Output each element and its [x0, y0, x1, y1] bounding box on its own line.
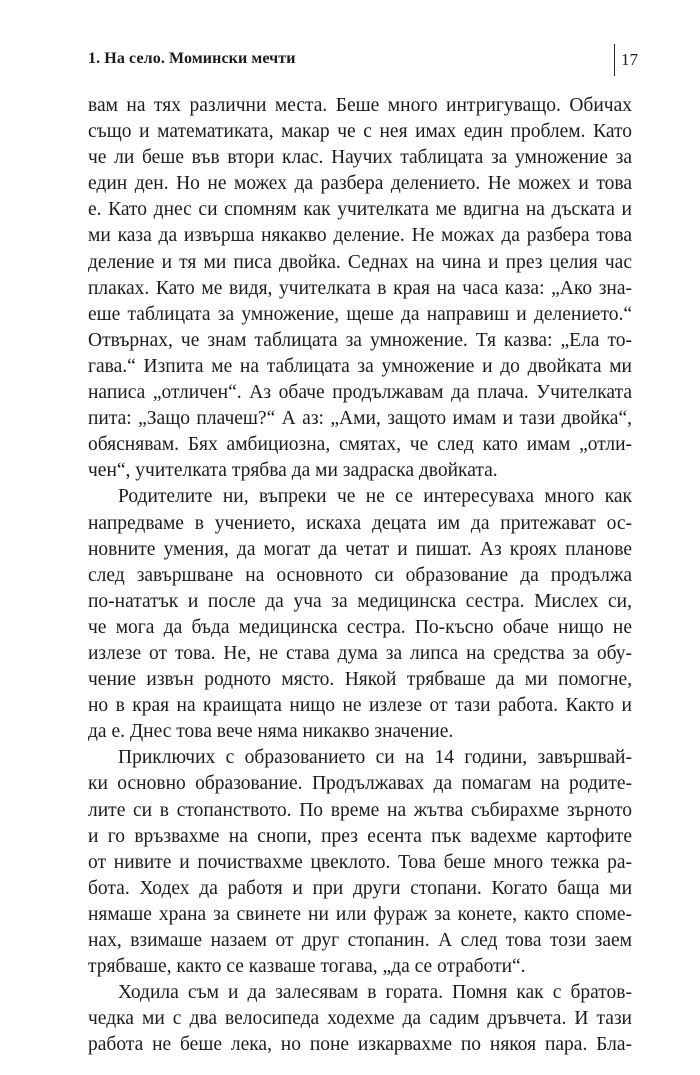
text-line: Отвърнах, че знам таблицата за умножение. Тя казва: „Ела то- — [88, 329, 632, 351]
running-head — [88, 44, 638, 78]
page-number: 17 — [621, 50, 638, 69]
text-line: и го връзвахме на снопи, през есента пък вадехме картофите — [88, 825, 632, 847]
text-line: напредваме в учението, искаха децата им да притежават ос- — [88, 512, 632, 534]
text-line: трябваше, както се казваше тогава, „да се отработи“. — [88, 956, 526, 978]
text-line: чедка ми с два велосипеда ходехме да садим дръвчета. И тази — [88, 1008, 632, 1030]
text-line: нах, взимаше назаем от друг стопанин. А след това този заем — [88, 930, 632, 951]
text-line: но в края на краищата нищо не излезе от тази работа. Както и — [88, 695, 632, 717]
text-line: плаках. Като ме видя, учителката в края на часа каза: „Ако зна- — [88, 277, 632, 299]
text-line: ми каза да извърша някакво деление. Не можах да разбера това — [88, 225, 632, 247]
text-line: че мога да бъда медицинска сестра. По-късно обаче нищо не — [88, 616, 632, 638]
text-line: Родителите ни, въпреки че не се интересуваха много как — [118, 486, 632, 508]
text-line: еше таблицата за умножение, щеше да направиш и делението.“ — [88, 303, 632, 325]
text-line: гава.“ Изпита ме на таблицата за умножение и до двойката ми — [88, 355, 632, 377]
text-line: написа „отличен“. Аз обаче продължавам да плача. Учителката — [88, 382, 632, 404]
text-line: чение извън родното място. Някой трябваше да ми помогне, — [88, 669, 632, 691]
header-divider — [614, 44, 615, 76]
text-line: пита: „Защо плачеш?“ А аз: „Ами, защото имам и тази двойка“, — [88, 408, 632, 430]
text-line: новните умения, да могат да четат и пишат. Аз кроях планове — [88, 538, 632, 560]
text-line: един ден. Но не можех да разбера делението. Не можех и това — [88, 173, 632, 195]
text-line: ки основно образование. Продължавах да помагам на родите- — [88, 773, 632, 795]
text-line: от нивите и почиствахме цвеклото. Това беше много тежка ра- — [88, 851, 632, 873]
text-line: нямаше храна за свинете ни или фураж за конете, както спомe- — [88, 903, 632, 925]
text-line: Приключих с образованието си на 14 години, завършвай- — [118, 747, 632, 769]
text-line: бота. Ходех да работя и при други стопани. Когато баща ми — [88, 877, 632, 899]
text-line: работа не беше лека, но поне изкарвахме по някоя пара. Бла- — [88, 1034, 632, 1056]
text-line: също и математиката, макар че с нея имах един проблем. Като — [88, 121, 632, 143]
text-line: деление и тя ми писа двойка. Седнах на чина и през целия час — [88, 251, 632, 273]
paragraph — [88, 93, 632, 484]
text-line: Ходила съм и да залесявам в гората. Помня как с братов- — [118, 982, 632, 1004]
text-line: че ли беше във втори клас. Научих таблицата за умножение за — [88, 147, 632, 169]
paragraph — [88, 980, 632, 1058]
text-line: чен“, учителката трябва да ми задраска двойката. — [88, 460, 498, 482]
text-line: по-нататък и после да уча за медицинска сестра. Мислех си, — [88, 590, 632, 612]
text-line: лите си в стопанството. По време на жътва събирахме зърното — [88, 799, 632, 821]
text-line: след завършване на основното си образование да продължа — [88, 564, 632, 586]
text-line: обяснявам. Бях амбициозна, смятах, че след като имам „отли- — [88, 434, 632, 456]
text-line: да е. Днес това вече няма никакво значение. — [88, 721, 454, 743]
text-line: вам на тях различни места. Беше много интригуващо. Обичах — [88, 95, 632, 116]
text-line: е. Като днес си спомням как учителката ме вдигна на дъската и — [88, 199, 632, 221]
chapter-title: 1. На село. Момински мечти — [88, 50, 296, 67]
text-line: излезе от това. Не, не става дума за липса на средства за обу- — [88, 642, 632, 664]
paragraph — [88, 484, 632, 745]
body-text — [88, 93, 632, 1058]
paragraph — [88, 745, 632, 980]
